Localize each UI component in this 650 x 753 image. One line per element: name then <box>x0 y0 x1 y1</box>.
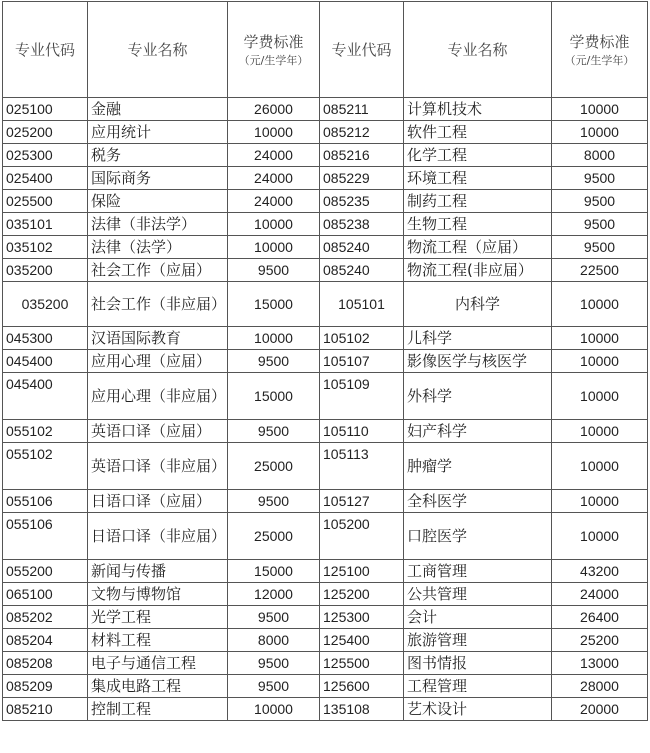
table-row <box>3 98 648 121</box>
tuition-cell: 43200 <box>552 560 648 583</box>
tuition-cell: 24000 <box>552 583 648 606</box>
major-name-cell: 应用心理（非应届） <box>88 373 228 420</box>
major-code-cell: 025400 <box>3 167 88 190</box>
tuition-cell: 24000 <box>228 167 320 190</box>
major-name-cell: 儿科学 <box>404 327 552 350</box>
major-name-cell: 环境工程 <box>404 167 552 190</box>
major-name-cell: 英语口译（非应届） <box>88 443 228 490</box>
header-tuition: 学费标准 （元/生学年） <box>228 2 320 98</box>
major-code-cell: 065100 <box>3 583 88 606</box>
major-name-cell: 光学工程 <box>88 606 228 629</box>
table-row <box>3 327 648 350</box>
major-name-cell: 全科医学 <box>404 490 552 513</box>
tuition-cell: 10000 <box>228 698 320 721</box>
table-row <box>3 167 648 190</box>
major-code-cell: 125600 <box>320 675 404 698</box>
major-name-cell: 艺术设计 <box>404 698 552 721</box>
major-code-cell: 085229 <box>320 167 404 190</box>
header-major-name: 专业名称 <box>404 2 552 98</box>
major-code-cell: 085202 <box>3 606 88 629</box>
tuition-cell: 8000 <box>228 629 320 652</box>
tuition-cell: 15000 <box>228 282 320 327</box>
major-code-cell: 125300 <box>320 606 404 629</box>
major-code-cell: 045400 <box>3 350 88 373</box>
major-name-cell: 物流工程（应届） <box>404 236 552 259</box>
major-name-cell: 公共管理 <box>404 583 552 606</box>
major-code-cell: 085209 <box>3 675 88 698</box>
tuition-table <box>2 1 648 721</box>
major-code-cell: 125200 <box>320 583 404 606</box>
major-code-cell: 085211 <box>320 98 404 121</box>
header-major-code: 专业代码 <box>3 2 88 98</box>
tuition-cell: 10000 <box>552 513 648 560</box>
tuition-cell: 9500 <box>228 606 320 629</box>
major-name-cell: 应用心理（应届） <box>88 350 228 373</box>
major-code-cell: 035200 <box>3 282 88 327</box>
major-code-cell: 025200 <box>3 121 88 144</box>
major-code-cell: 045400 <box>3 373 88 420</box>
tuition-cell: 10000 <box>552 282 648 327</box>
tuition-cell: 15000 <box>228 373 320 420</box>
table-row <box>3 259 648 282</box>
major-name-cell: 控制工程 <box>88 698 228 721</box>
major-code-cell: 105107 <box>320 350 404 373</box>
major-name-cell: 计算机技术 <box>404 98 552 121</box>
table-row <box>3 629 648 652</box>
major-name-cell: 材料工程 <box>88 629 228 652</box>
tuition-cell: 9500 <box>228 652 320 675</box>
major-code-cell: 055106 <box>3 513 88 560</box>
tuition-cell: 9500 <box>228 420 320 443</box>
major-code-cell: 085212 <box>320 121 404 144</box>
major-code-cell: 045300 <box>3 327 88 350</box>
table-row <box>3 190 648 213</box>
tuition-cell: 10000 <box>552 98 648 121</box>
table-row <box>3 675 648 698</box>
header-tuition: 学费标准 （元/生学年） <box>552 2 648 98</box>
tuition-cell: 24000 <box>228 144 320 167</box>
tuition-cell: 9500 <box>552 190 648 213</box>
major-name-cell: 图书情报 <box>404 652 552 675</box>
tuition-cell: 9500 <box>228 490 320 513</box>
table-row <box>3 282 648 327</box>
tuition-cell: 9500 <box>228 350 320 373</box>
major-code-cell: 105113 <box>320 443 404 490</box>
header-major-name: 专业名称 <box>88 2 228 98</box>
major-code-cell: 105127 <box>320 490 404 513</box>
major-code-cell: 035102 <box>3 236 88 259</box>
major-name-cell: 化学工程 <box>404 144 552 167</box>
major-name-cell: 软件工程 <box>404 121 552 144</box>
table-row <box>3 560 648 583</box>
major-code-cell: 085216 <box>320 144 404 167</box>
major-name-cell: 制药工程 <box>404 190 552 213</box>
tuition-cell: 13000 <box>552 652 648 675</box>
major-code-cell: 055106 <box>3 490 88 513</box>
tuition-cell: 10000 <box>228 121 320 144</box>
major-code-cell: 025500 <box>3 190 88 213</box>
tuition-cell: 28000 <box>552 675 648 698</box>
major-name-cell: 金融 <box>88 98 228 121</box>
major-name-cell: 内科学 <box>404 282 552 327</box>
tuition-cell: 12000 <box>228 583 320 606</box>
table-row <box>3 490 648 513</box>
major-code-cell: 055102 <box>3 420 88 443</box>
major-name-cell: 肿瘤学 <box>404 443 552 490</box>
tuition-cell: 10000 <box>552 443 648 490</box>
major-name-cell: 社会工作（应届） <box>88 259 228 282</box>
major-name-cell: 法律（法学） <box>88 236 228 259</box>
tuition-cell: 9500 <box>228 675 320 698</box>
major-name-cell: 文物与博物馆 <box>88 583 228 606</box>
table-row <box>3 236 648 259</box>
major-name-cell: 日语口译（应届） <box>88 490 228 513</box>
major-code-cell: 105101 <box>320 282 404 327</box>
tuition-cell: 25200 <box>552 629 648 652</box>
tuition-cell: 15000 <box>228 560 320 583</box>
major-name-cell: 法律（非法学） <box>88 213 228 236</box>
major-code-cell: 025300 <box>3 144 88 167</box>
major-name-cell: 日语口译（非应届） <box>88 513 228 560</box>
major-code-cell: 085204 <box>3 629 88 652</box>
tuition-cell: 9500 <box>228 259 320 282</box>
tuition-cell: 8000 <box>552 144 648 167</box>
major-name-cell: 口腔医学 <box>404 513 552 560</box>
major-name-cell: 外科学 <box>404 373 552 420</box>
tuition-cell: 10000 <box>228 213 320 236</box>
major-name-cell: 税务 <box>88 144 228 167</box>
major-name-cell: 妇产科学 <box>404 420 552 443</box>
major-code-cell: 055102 <box>3 443 88 490</box>
tuition-cell: 24000 <box>228 190 320 213</box>
table-row <box>3 420 648 443</box>
major-name-cell: 工商管理 <box>404 560 552 583</box>
major-code-cell: 105102 <box>320 327 404 350</box>
tuition-cell: 10000 <box>552 327 648 350</box>
major-name-cell: 会计 <box>404 606 552 629</box>
major-code-cell: 035101 <box>3 213 88 236</box>
header-row <box>3 2 648 98</box>
table-row <box>3 213 648 236</box>
major-name-cell: 旅游管理 <box>404 629 552 652</box>
table-row <box>3 144 648 167</box>
major-name-cell: 国际商务 <box>88 167 228 190</box>
major-code-cell: 085240 <box>320 259 404 282</box>
major-code-cell: 105109 <box>320 373 404 420</box>
major-code-cell: 085208 <box>3 652 88 675</box>
major-name-cell: 电子与通信工程 <box>88 652 228 675</box>
tuition-cell: 25000 <box>228 443 320 490</box>
major-name-cell: 新闻与传播 <box>88 560 228 583</box>
major-name-cell: 保险 <box>88 190 228 213</box>
major-code-cell: 135108 <box>320 698 404 721</box>
tuition-cell: 10000 <box>552 350 648 373</box>
major-name-cell: 集成电路工程 <box>88 675 228 698</box>
table-row <box>3 652 648 675</box>
major-code-cell: 125500 <box>320 652 404 675</box>
major-code-cell: 085238 <box>320 213 404 236</box>
tuition-cell: 20000 <box>552 698 648 721</box>
table-row <box>3 513 648 560</box>
major-code-cell: 085240 <box>320 236 404 259</box>
tuition-cell: 9500 <box>552 167 648 190</box>
tuition-cell: 10000 <box>552 373 648 420</box>
table-row <box>3 350 648 373</box>
tuition-cell: 10000 <box>552 490 648 513</box>
tuition-cell: 9500 <box>552 213 648 236</box>
major-code-cell: 105110 <box>320 420 404 443</box>
major-code-cell: 085210 <box>3 698 88 721</box>
major-name-cell: 社会工作（非应届） <box>88 282 228 327</box>
tuition-cell: 22500 <box>552 259 648 282</box>
major-code-cell: 035200 <box>3 259 88 282</box>
table-row <box>3 698 648 721</box>
major-name-cell: 生物工程 <box>404 213 552 236</box>
major-name-cell: 影像医学与核医学 <box>404 350 552 373</box>
table-row <box>3 606 648 629</box>
major-code-cell: 125400 <box>320 629 404 652</box>
table-row <box>3 373 648 420</box>
table-row <box>3 443 648 490</box>
major-code-cell: 085235 <box>320 190 404 213</box>
tuition-cell: 10000 <box>552 121 648 144</box>
major-code-cell: 105200 <box>320 513 404 560</box>
tuition-cell: 10000 <box>228 236 320 259</box>
major-name-cell: 工程管理 <box>404 675 552 698</box>
tuition-cell: 25000 <box>228 513 320 560</box>
major-name-cell: 物流工程(非应届） <box>404 259 552 282</box>
header-major-code: 专业代码 <box>320 2 404 98</box>
tuition-cell: 26000 <box>228 98 320 121</box>
major-code-cell: 125100 <box>320 560 404 583</box>
major-name-cell: 英语口译（应届） <box>88 420 228 443</box>
tuition-cell: 10000 <box>552 420 648 443</box>
major-name-cell: 汉语国际教育 <box>88 327 228 350</box>
tuition-cell: 26400 <box>552 606 648 629</box>
table-row <box>3 583 648 606</box>
tuition-cell: 10000 <box>228 327 320 350</box>
major-code-cell: 025100 <box>3 98 88 121</box>
major-name-cell: 应用统计 <box>88 121 228 144</box>
tuition-cell: 9500 <box>552 236 648 259</box>
table-row <box>3 121 648 144</box>
major-code-cell: 055200 <box>3 560 88 583</box>
